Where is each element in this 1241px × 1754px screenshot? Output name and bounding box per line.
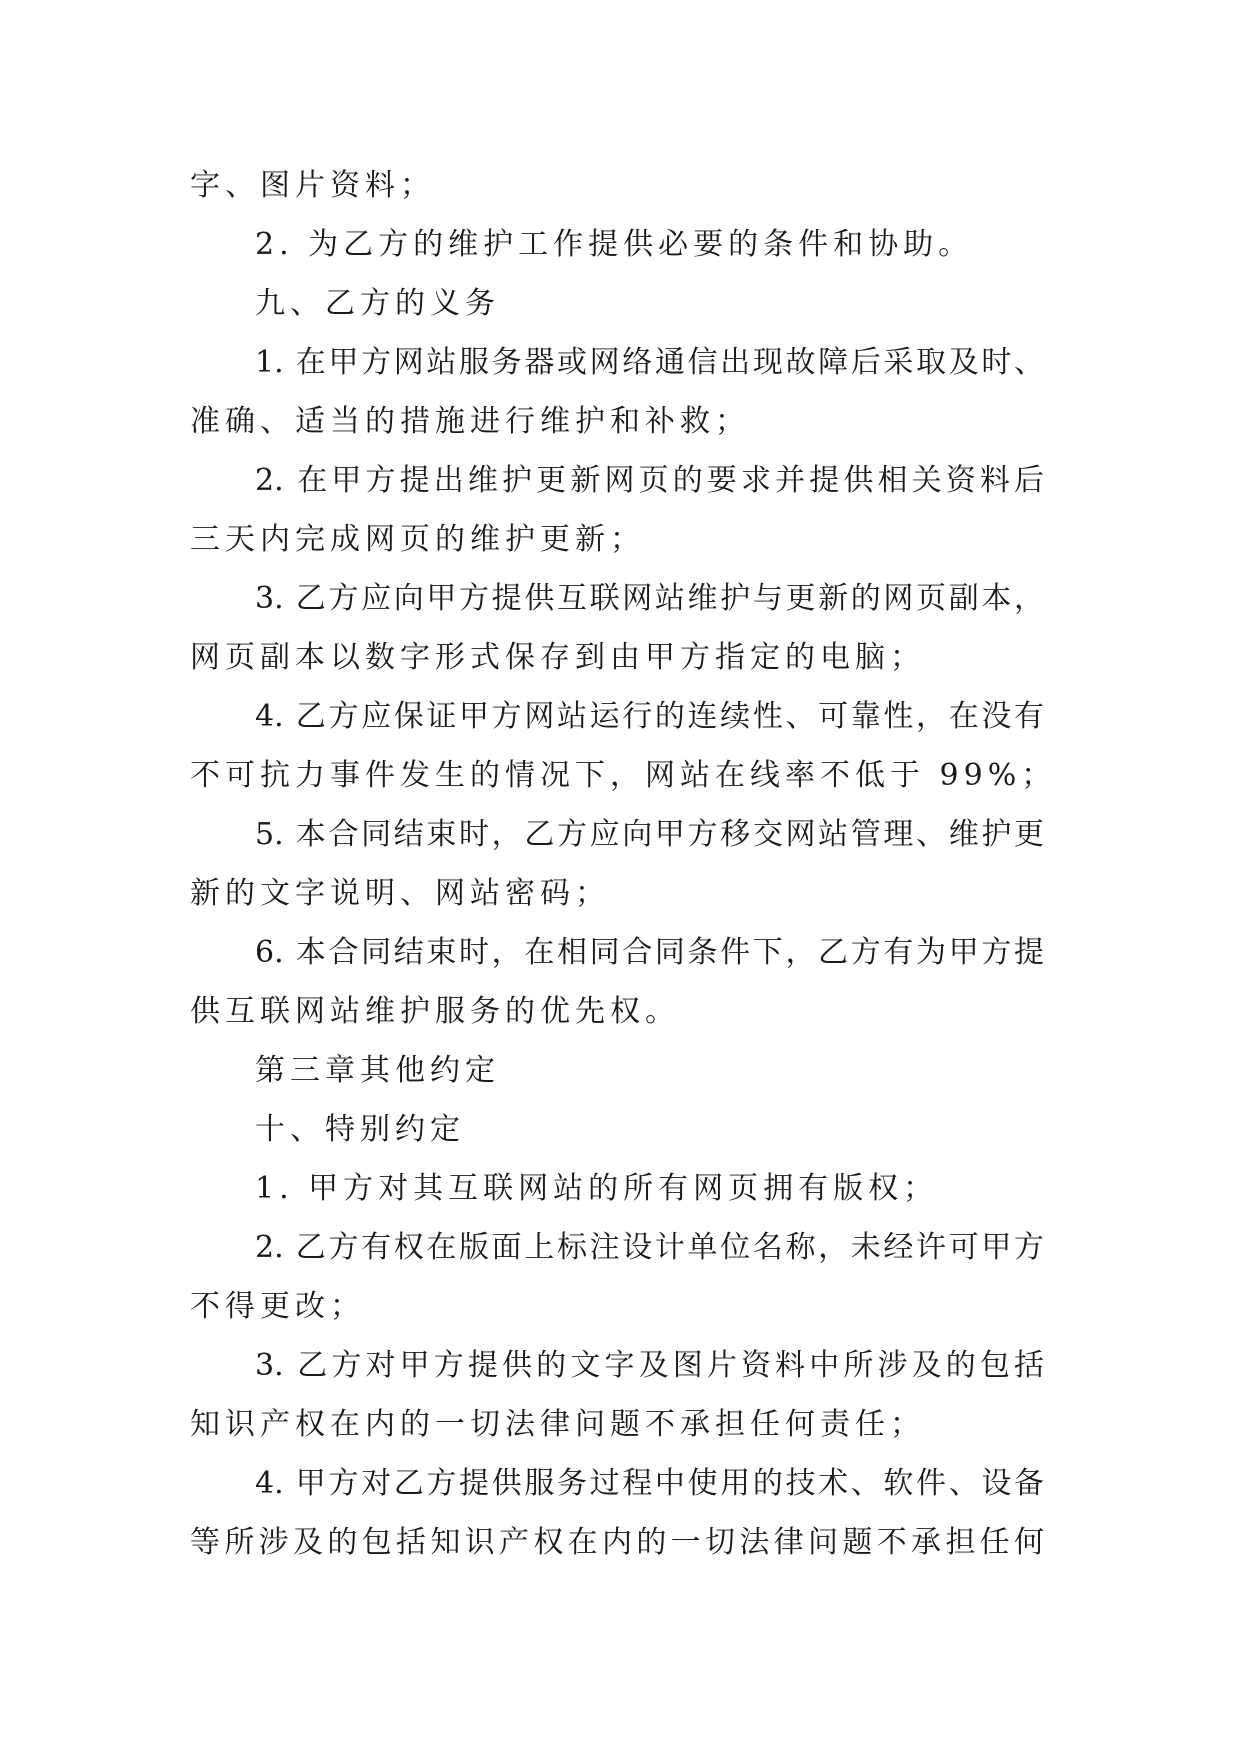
text-line: 3. 乙方应向甲方提供互联网站维护与更新的网页副本， [255,581,1044,616]
text-line: 4. 甲方对乙方提供服务过程中使用的技术、软件、设备 [255,1466,1044,1501]
text-line: 新的文字说明、网站密码； [190,876,610,911]
text-line: 三天内完成网页的维护更新； [190,522,645,557]
text-line: 2. 乙方有权在版面上标注设计单位名称，未经许可甲方 [255,1230,1044,1265]
document-body [190,156,1070,1572]
text-line: 2. 为乙方的维护工作提供必要的条件和协助。 [255,227,974,262]
text-line: 6. 本合同结束时，在相同合同条件下，乙方有为甲方提 [255,935,1044,970]
text-line: 等所涉及的包括知识产权在内的一切法律问题不承担任何 [190,1525,1044,1560]
text-line: 3. 乙方对甲方提供的文字及图片资料中所涉及的包括 [255,1348,1044,1383]
text-line: 准确、适当的措施进行维护和补救； [190,404,750,439]
text-line: 供互联网站维护服务的优先权。 [190,994,680,1029]
text-line: 4. 乙方应保证甲方网站运行的连续性、可靠性，在没有 [255,699,1044,734]
chapter-heading: 第三章其他约定 [255,1053,500,1088]
section-heading: 十、特别约定 [255,1112,465,1147]
text-line: 5. 本合同结束时，乙方应向甲方移交网站管理、维护更 [255,817,1044,852]
text-line: 字、图片资料； [190,168,435,203]
text-line: 1. 在甲方网站服务器或网络通信出现故障后采取及时、 [255,345,1044,380]
text-line: 不得更改； [190,1289,365,1324]
text-line: 知识产权在内的一切法律问题不承担任何责任； [190,1407,925,1442]
text-line: 2. 在甲方提出维护更新网页的要求并提供相关资料后 [255,463,1044,498]
text-line: 不可抗力事件发生的情况下，网站在线率不低于 99%； [190,758,1057,793]
text-line: 网页副本以数字形式保存到由甲方指定的电脑； [190,640,925,675]
section-heading: 九、乙方的义务 [255,286,500,321]
text-line: 1. 甲方对其互联网站的所有网页拥有版权； [255,1171,939,1206]
